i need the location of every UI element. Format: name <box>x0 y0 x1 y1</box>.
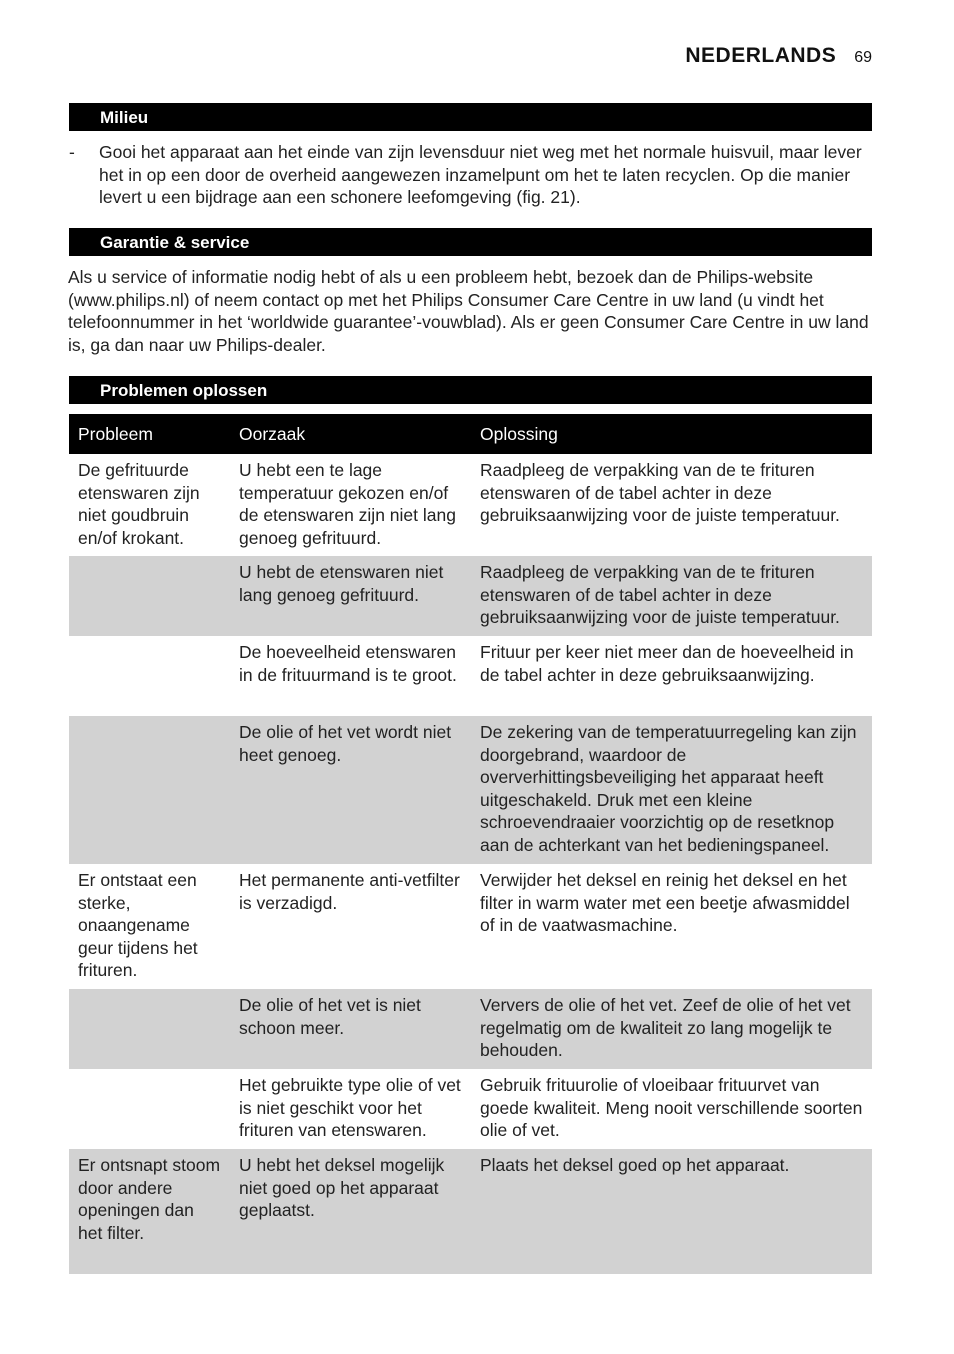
cell-oorzaak: U hebt een te lage temperatuur gekozen en/of de etenswaren zijn niet lang genoeg gefrituurd. <box>239 460 456 548</box>
cell-probleem <box>69 1069 230 1149</box>
column-header-oplossing: Oplossing <box>471 414 872 454</box>
cell-oplossing: De zekering van de temperatuurregeling kan zijn doorgebrand, waardoor de oververhittingsbeveiliging het apparaat heeft uitgeschakeld. Druk met een kleine schroevendraaier voorzichtig op de resetknop aan de achterkant van het bedieningspaneel. <box>471 716 872 864</box>
bullet-dash: - <box>69 142 75 162</box>
column-header-oorzaak: Oorzaak <box>230 414 471 454</box>
table-row <box>69 454 872 556</box>
cell-oorzaak: De olie of het vet wordt niet heet genoeg. <box>230 716 471 864</box>
cell-oplossing: Verwijder het deksel en reinig het deksel en het filter in warm water met een beetje afwasmiddel of in de vaatwasmachine. <box>480 870 850 936</box>
cell-oorzaak: Het permanente anti-vetfilter is verzadigd. <box>239 870 460 913</box>
section-heading-garantie: Garantie & service <box>69 228 872 256</box>
language-label: NEDERLANDS <box>685 44 837 67</box>
cell-oplossing: Raadpleeg de verpakking van de te frituren etenswaren of de tabel achter in deze gebruiksaanwijzing voor de juiste temperatuur. <box>471 556 872 636</box>
page-header <box>685 44 872 68</box>
table-header-row <box>69 414 872 454</box>
cell-probleem: Er ontsnapt stoom door andere openingen dan het filter. <box>69 1149 230 1274</box>
cell-probleem <box>69 556 230 636</box>
cell-probleem <box>69 636 230 716</box>
cell-probleem <box>69 989 230 1069</box>
cell-oplossing: Frituur per keer niet meer dan de hoeveelheid in de tabel achter in deze gebruiksaanwijzing. <box>480 642 854 685</box>
cell-oplossing: Raadpleeg de verpakking van de te frituren etenswaren of de tabel achter in deze gebruiksaanwijzing voor de juiste temperatuur. <box>480 460 840 526</box>
section-heading-problemen: Problemen oplossen <box>69 376 872 404</box>
cell-oorzaak: De olie of het vet is niet schoon meer. <box>230 989 471 1069</box>
cell-oplossing: Plaats het deksel goed op het apparaat. <box>471 1149 872 1274</box>
cell-oplossing: Gebruik frituurolie of vloeibaar frituurvet van goede kwaliteit. Meng nooit verschillende soorten olie of vet. <box>480 1075 863 1141</box>
cell-oorzaak: De hoeveelheid etenswaren in de frituurmand is te groot. <box>239 642 457 685</box>
cell-probleem <box>69 716 230 864</box>
cell-probleem: Er ontstaat een sterke, onaangename geur tijdens het frituren. <box>78 870 198 981</box>
cell-oplossing: Ververs de olie of het vet. Zeef de olie of het vet regelmatig om de kwaliteit zo lang mogelijk te behouden. <box>471 989 872 1069</box>
page-number: 69 <box>854 49 872 66</box>
table-row <box>69 556 872 636</box>
table-row <box>69 636 872 716</box>
table-row <box>69 716 872 864</box>
milieu-text: Gooi het apparaat aan het einde van zijn levensduur niet weg met het normale huisvuil, maar lever het in op een door de overheid aangewezen inzamelpunt om het te laten recyclen. Op die manier levert u een bijdrage aan een schonere leefomgeving (fig. 21). <box>99 142 862 208</box>
table-row <box>69 1149 872 1274</box>
table-row <box>69 1069 872 1149</box>
table-row <box>69 989 872 1069</box>
table-row <box>69 864 872 989</box>
troubleshooting-table <box>69 414 872 1274</box>
section-heading-milieu: Milieu <box>69 103 872 131</box>
cell-oorzaak: U hebt de etenswaren niet lang genoeg gefrituurd. <box>230 556 471 636</box>
cell-oorzaak: Het gebruikte type olie of vet is niet geschikt voor het frituren van etenswaren. <box>239 1075 461 1141</box>
cell-probleem: De gefrituurde etenswaren zijn niet goudbruin en/of krokant. <box>78 460 200 548</box>
column-header-probleem: Probleem <box>69 414 230 454</box>
cell-oorzaak: U hebt het deksel mogelijk niet goed op het apparaat geplaatst. <box>230 1149 471 1274</box>
garantie-text: Als u service of informatie nodig hebt of als u een probleem hebt, bezoek dan de Philips-website (www.philips.nl) of neem contact op met het Philips Consumer Care Centre in uw land (u vindt het telefoonnummer in het ‘worldwide guarantee’-vouwblad). Als er geen Consumer Care Centre in uw land is, ga dan naar uw Philips-dealer. <box>68 267 869 355</box>
